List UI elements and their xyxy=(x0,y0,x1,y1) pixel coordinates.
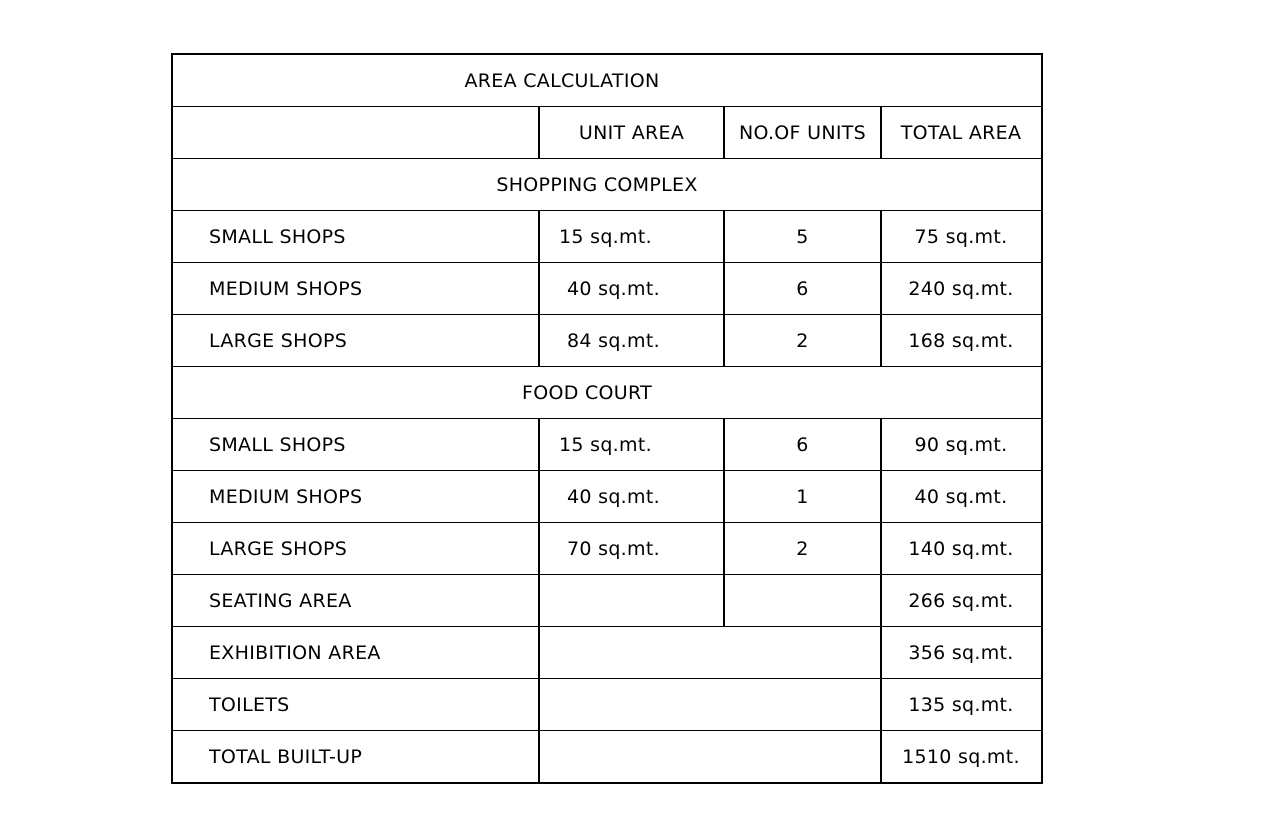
header-total-area: TOTAL AREA xyxy=(900,122,1022,144)
total-area-value: 266 sq.mt. xyxy=(908,590,1014,612)
row-label: TOTAL BUILT-UP xyxy=(209,745,363,768)
total-area-value: 168 sq.mt. xyxy=(908,330,1014,352)
section-title-shopping-complex: SHOPPING COMPLEX xyxy=(496,174,698,196)
table-row xyxy=(173,418,1041,471)
row-label: LARGE SHOPS xyxy=(209,330,348,352)
title-row xyxy=(173,55,1041,107)
table-row xyxy=(173,314,1041,367)
total-area-value: 90 sq.mt. xyxy=(914,434,1008,456)
area-calculation-table xyxy=(171,53,1043,784)
row-label: SMALL SHOPS xyxy=(209,434,346,456)
table-row-seating-area xyxy=(173,574,1041,627)
row-label: MEDIUM SHOPS xyxy=(209,486,363,508)
units-count-value: 1 xyxy=(796,486,809,508)
units-count-value: 6 xyxy=(796,434,809,456)
table-row-exhibition-area xyxy=(173,626,1041,679)
table-title: AREA CALCULATION xyxy=(464,70,660,92)
total-area-value: 240 sq.mt. xyxy=(908,278,1014,300)
section-row-shopping-complex xyxy=(173,158,1041,211)
section-title-food-court: FOOD COURT xyxy=(521,382,653,404)
column-divider xyxy=(723,575,725,627)
unit-area-value: 40 sq.mt. xyxy=(567,486,660,508)
table-row-toilets xyxy=(173,678,1041,731)
total-area-value: 1510 sq.mt. xyxy=(902,745,1020,768)
unit-area-value: 40 sq.mt. xyxy=(567,278,660,300)
row-label: LARGE SHOPS xyxy=(209,538,348,560)
unit-area-value: 70 sq.mt. xyxy=(567,538,660,560)
total-area-value: 135 sq.mt. xyxy=(908,694,1014,716)
unit-area-value: 84 sq.mt. xyxy=(567,330,660,352)
unit-area-value: 15 sq.mt. xyxy=(559,226,652,248)
header-unit-area: UNIT AREA xyxy=(578,122,685,144)
total-area-value: 40 sq.mt. xyxy=(914,486,1008,508)
row-label: EXHIBITION AREA xyxy=(209,642,381,664)
units-count-value: 6 xyxy=(796,278,809,300)
unit-area-value: 15 sq.mt. xyxy=(559,434,652,456)
table-row-total-built-up xyxy=(173,730,1041,782)
table-row xyxy=(173,470,1041,523)
total-area-value: 75 sq.mt. xyxy=(914,226,1008,248)
header-no-of-units: NO.OF UNITS xyxy=(738,122,867,144)
section-row-food-court xyxy=(173,366,1041,419)
table-row xyxy=(173,210,1041,263)
units-count-value: 2 xyxy=(796,538,809,560)
row-label: SEATING AREA xyxy=(209,590,352,612)
total-area-value: 356 sq.mt. xyxy=(908,642,1014,664)
row-label: TOILETS xyxy=(209,694,290,716)
row-label: MEDIUM SHOPS xyxy=(209,278,363,300)
table-row xyxy=(173,522,1041,575)
row-label: SMALL SHOPS xyxy=(209,226,346,248)
units-count-value: 5 xyxy=(796,226,809,248)
total-area-value: 140 sq.mt. xyxy=(908,538,1014,560)
table-row xyxy=(173,262,1041,315)
units-count-value: 2 xyxy=(796,330,809,352)
header-row xyxy=(173,106,1041,159)
